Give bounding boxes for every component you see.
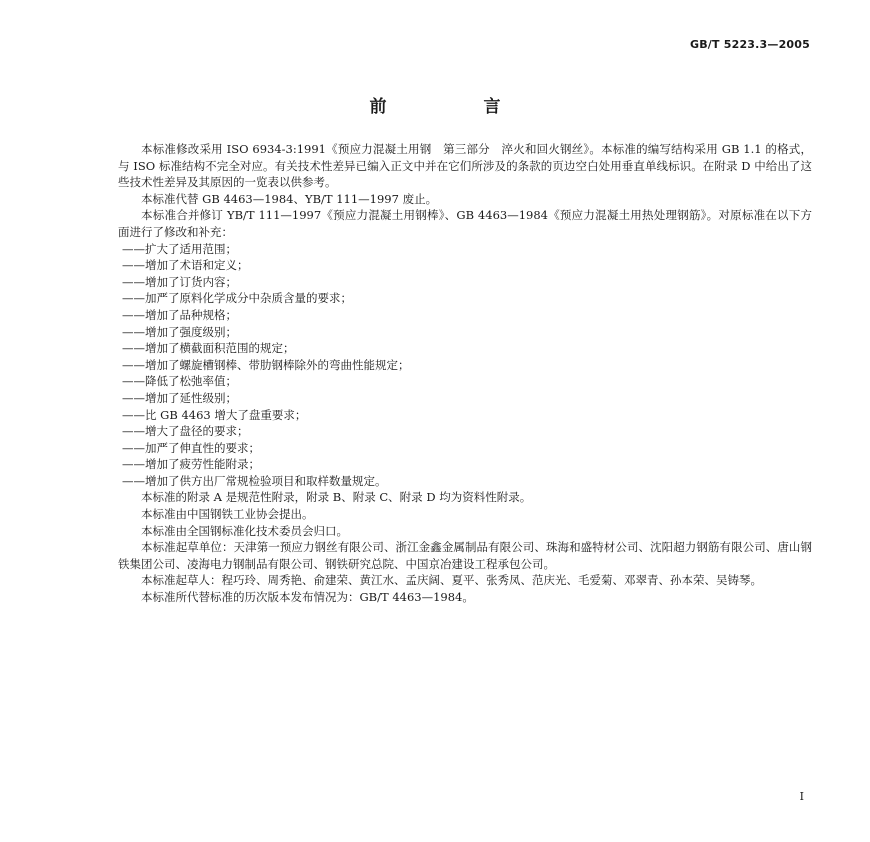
foreword-paragraph: 本标准代替 GB 4463—1984、YB/T 111—1997 废止。 (141, 191, 438, 206)
page-title: 前 言 (369, 97, 541, 117)
change-item: ——加严了原料化学成分中杂质含量的要求； (122, 291, 352, 306)
change-item: ——比 GB 4463 增大了盘重要求； (122, 407, 307, 422)
foreword-paragraph: 本标准由中国钢铁工业协会提出。 (141, 507, 314, 522)
page-number: I (799, 790, 804, 803)
change-item: ——增加了供方出厂常规检验项目和取样数量规定。 (122, 473, 387, 488)
foreword-paragraph: 本标准所代替标准的历次版本发布情况为：GB/T 4463—1984。 (141, 590, 474, 605)
changes-list (118, 241, 812, 490)
standard-code: GB/T 5223.3—2005 (689, 38, 810, 51)
change-item: ——增大了盘径的要求； (122, 424, 249, 439)
foreword-body (118, 141, 812, 606)
change-item: ——增加了螺旋槽钢棒、带肋钢棒除外的弯曲性能规定； (122, 357, 410, 372)
change-item: ——加严了伸直性的要求； (122, 440, 260, 455)
change-item: ——增加了横截面积范围的规定； (122, 341, 295, 356)
change-item: ——增加了延性级别； (122, 390, 237, 405)
foreword-paragraph: 本标准的附录 A 是规范性附录，附录 B、附录 C、附录 D 均为资料性附录。 (141, 490, 532, 505)
foreword-paragraph: 本标准合并修订 YB/T 111—1997《预应力混凝土用钢棒》、GB 4463—1984《预应力混凝土用热处理钢筋》。对原标准在以下方面进行了修改和补充： (118, 208, 812, 239)
change-item: ——增加了术语和定义； (122, 258, 249, 273)
change-item: ——扩大了适用范围； (122, 241, 237, 256)
change-item: ——增加了疲劳性能附录； (122, 457, 260, 472)
change-item: ——增加了品种规格； (122, 307, 237, 322)
change-item: ——增加了订货内容； (122, 274, 237, 289)
foreword-paragraph: 本标准起草人：程巧玲、周秀艳、俞建荣、黄江水、孟庆阔、夏平、张秀凤、范庆光、毛爱菊、邓翠青、孙本荣、吴铸琴。 (141, 573, 762, 588)
change-item: ——增加了强度级别； (122, 324, 237, 339)
foreword-paragraph: 本标准修改采用 ISO 6934-3:1991《预应力混凝土用钢 第三部分 淬火和回火钢丝》。本标准的编写结构采用 GB 1.1 的格式，与 ISO 标准结构不完全对应。有关技术性差异已编入正文中并在它们所涉及的条款的页边空白处用垂直单线标识。在附录 D 中给出了这些技术性差异及其原因的一览表以供参考。 (118, 142, 812, 190)
foreword-paragraph: 本标准由全国钢标准化技术委员会归口。 (141, 523, 348, 538)
foreword-paragraph: 本标准起草单位：天津第一预应力钢丝有限公司、浙江金鑫金属制品有限公司、珠海和盛特材公司、沈阳超力钢筋有限公司、唐山钢铁集团公司、凌海电力钢制品有限公司、钢铁研究总院、中国京冶建设工程承包公司。 (118, 540, 812, 571)
change-item: ——降低了松弛率值； (122, 374, 237, 389)
